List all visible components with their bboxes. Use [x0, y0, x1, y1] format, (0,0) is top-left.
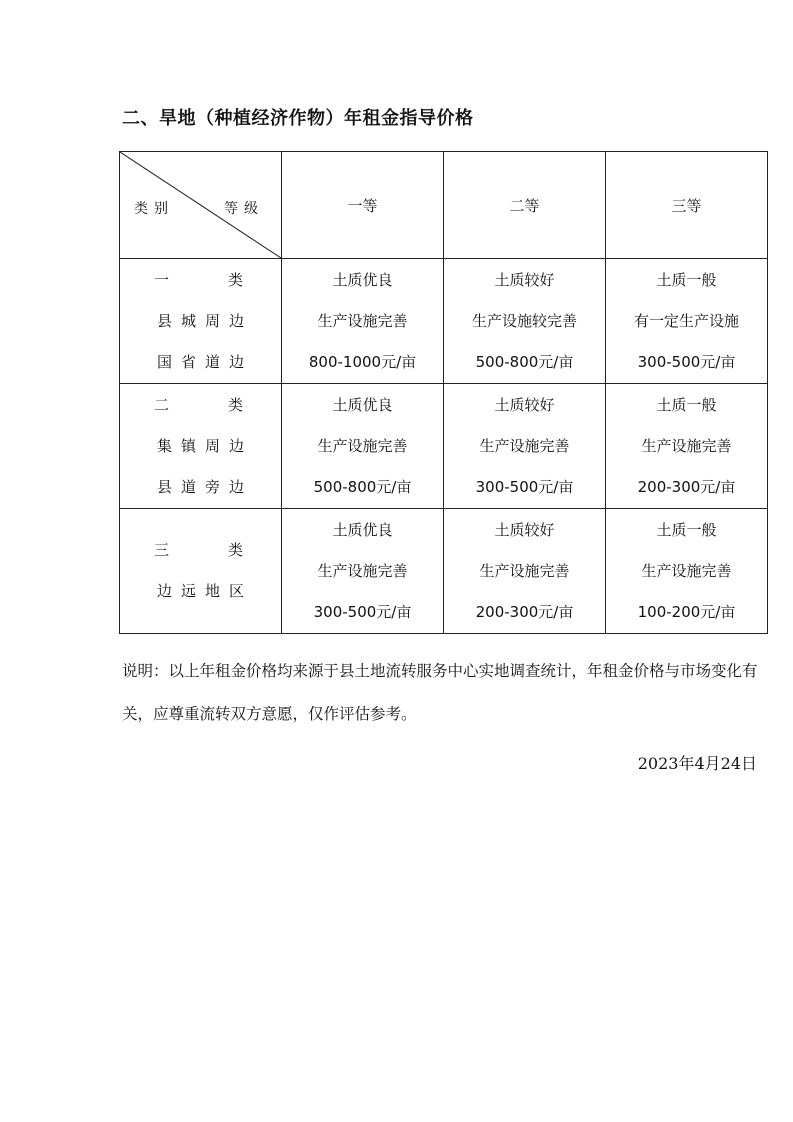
corner-label-grade: 等级: [224, 201, 264, 217]
corner-cell: [120, 152, 282, 259]
category-line: 边远地区: [156, 582, 253, 600]
price-cell: 土质一般 生产设施完善 100-200元/亩: [606, 509, 768, 634]
grade-header-3: 三等: [606, 152, 768, 259]
category-cell: [120, 509, 282, 634]
category-line: 县道旁边: [156, 477, 253, 496]
category-cell: [120, 259, 282, 384]
price-cell: 土质较好 生产设施较完善 500-800元/亩: [444, 259, 606, 384]
price-cell: 土质较好 生产设施完善 200-300元/亩: [444, 509, 606, 634]
category-heading: 二 类: [154, 395, 243, 414]
category-line: 县城周边: [156, 311, 253, 330]
price-cell: 土质一般 生产设施完善 200-300元/亩: [606, 384, 768, 509]
table-row: [120, 259, 768, 384]
rent-price-table: [119, 151, 768, 634]
table-row: [120, 509, 768, 634]
category-line: 国省道边: [156, 352, 253, 371]
category-line: 集镇周边: [156, 436, 253, 455]
corner-label-category: 类别: [134, 201, 174, 217]
grade-header-1: 一等: [282, 152, 444, 259]
category-heading: 三 类: [154, 541, 243, 559]
category-heading: 一 类: [154, 270, 243, 289]
price-cell: 土质一般 有一定生产设施 300-500元/亩: [606, 259, 768, 384]
table-row: [120, 384, 768, 509]
section-title: 二、旱地（种植经济作物）年租金指导价格: [122, 108, 474, 129]
document-date: 2023年4月24日: [637, 754, 757, 773]
price-cell: 土质较好 生产设施完善 300-500元/亩: [444, 384, 606, 509]
table-header-row: [120, 152, 768, 259]
price-cell: 土质优良 生产设施完善 500-800元/亩: [282, 384, 444, 509]
grade-header-2: 二等: [444, 152, 606, 259]
category-cell: [120, 384, 282, 509]
price-cell: 土质优良 生产设施完善 800-1000元/亩: [282, 259, 444, 384]
note-paragraph: 说明：以上年租金价格均来源于县土地流转服务中心实地调查统计，年租金价格与市场变化有关，应尊重流转双方意愿，仅作评估参考。: [122, 662, 758, 723]
price-cell: 土质优良 生产设施完善 300-500元/亩: [282, 509, 444, 634]
